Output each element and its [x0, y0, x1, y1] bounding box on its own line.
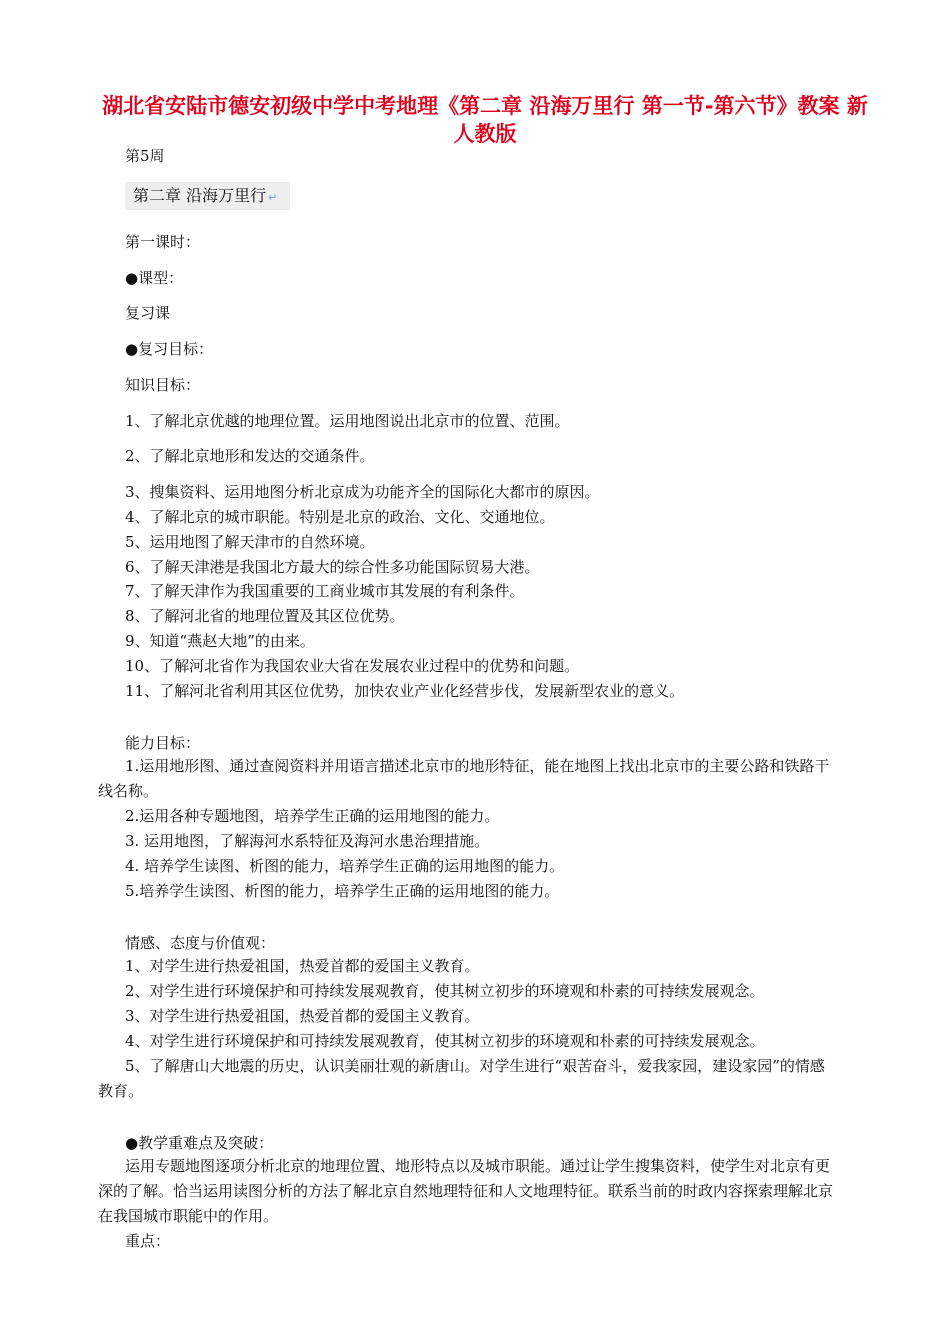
knowledge-item: 4、了解北京的城市职能。特别是北京的政治、文化、交通地位。 — [125, 508, 555, 526]
knowledge-item: 5、运用地图了解天津市的自然环境。 — [125, 533, 375, 551]
ability-item: 5.培养学生读图、析图的能力，培养学生正确的运用地图的能力。 — [125, 882, 560, 900]
knowledge-item: 3、搜集资料、运用地图分析北京成为功能齐全的国际化大都市的原因。 — [125, 483, 600, 501]
lesson-label: 第一课时： — [125, 233, 201, 251]
lesson-type-value: 复习课 — [125, 304, 171, 322]
knowledge-goals-heading: 知识目标： — [125, 376, 201, 394]
emotion-item: 2、对学生进行环境保护和可持续发展观教育，使其树立初步的环境观和朴素的可持续发展观念。 — [125, 982, 765, 1000]
emotion-item: 3、对学生进行热爱祖国，热爱首都的爱国主义教育。 — [125, 1007, 480, 1025]
ability-item: 2.运用各种专题地图，培养学生正确的运用地图的能力。 — [125, 807, 500, 825]
emotion-goals-heading: 情感、态度与价值观： — [125, 934, 276, 952]
knowledge-item: 1、了解北京优越的地理位置。运用地图说出北京市的位置、范围。 — [125, 412, 570, 430]
emotion-item: 4、对学生进行环境保护和可持续发展观教育，使其树立初步的环境观和朴素的可持续发展观念。 — [125, 1032, 765, 1050]
ability-item: 4. 培养学生读图、析图的能力，培养学生正确的运用地图的能力。 — [125, 857, 565, 875]
ability-item: 3. 运用地图，了解海河水系特征及海河水患治理措施。 — [125, 832, 490, 850]
knowledge-item: 6、了解天津港是我国北方最大的综合性多功能国际贸易大港。 — [125, 558, 540, 576]
knowledge-item: 9、知道“燕赵大地”的由来。 — [125, 632, 315, 650]
review-goals-heading: ●复习目标： — [125, 340, 214, 358]
knowledge-item: 7、了解天津作为我国重要的工商业城市其发展的有利条件。 — [125, 582, 525, 600]
chapter-heading-text: 第二章 沿海万里行 — [133, 186, 267, 205]
difficulty-paragraph: 运用专题地图逐项分析北京的地理位置、地形特点以及城市职能。通过让学生搜集资料，使学生对北京有更深的了解。恰当运用读图分析的方法了解北京自然地理特征和人文地理特征。联系当前的时政内容探索理解北京在我国城市职能中的作用。 — [98, 1157, 834, 1225]
emotion-item: 1、对学生进行热爱祖国，热爱首都的爱国主义教育。 — [125, 957, 480, 975]
paragraph-mark-icon: ↵ — [268, 191, 278, 204]
knowledge-item: 10、了解河北省作为我国农业大省在发展农业过程中的优势和问题。 — [125, 657, 580, 675]
difficulty-heading: ●教学重难点及突破： — [125, 1134, 274, 1152]
knowledge-item: 8、了解河北省的地理位置及其区位优势。 — [125, 607, 405, 625]
ability-goals-heading: 能力目标： — [125, 734, 201, 752]
document-title: 湖北省安陆市德安初级中学中考地理《第二章 沿海万里行 第一节-第六节》教案 新人教版 — [102, 94, 868, 146]
ability-item: 1.运用地形图、通过查阅资料并用语言描述北京市的地形特征，能在地图上找出北京市的主要公路和铁路干线名称。 — [98, 757, 830, 800]
key-points-heading: 重点： — [125, 1232, 171, 1250]
knowledge-item: 2、了解北京地形和发达的交通条件。 — [125, 447, 375, 465]
chapter-heading — [125, 182, 290, 210]
knowledge-item: 11、了解河北省利用其区位优势，加快农业产业化经营步伐，发展新型农业的意义。 — [125, 682, 685, 700]
week-label: 第5周 — [125, 147, 165, 165]
emotion-item: 5、了解唐山大地震的历史，认识美丽壮观的新唐山。对学生进行“艰苦奋斗，爱我家园，建设家园”的情感教育。 — [98, 1057, 825, 1100]
lesson-type-label: ●课型： — [125, 269, 184, 287]
